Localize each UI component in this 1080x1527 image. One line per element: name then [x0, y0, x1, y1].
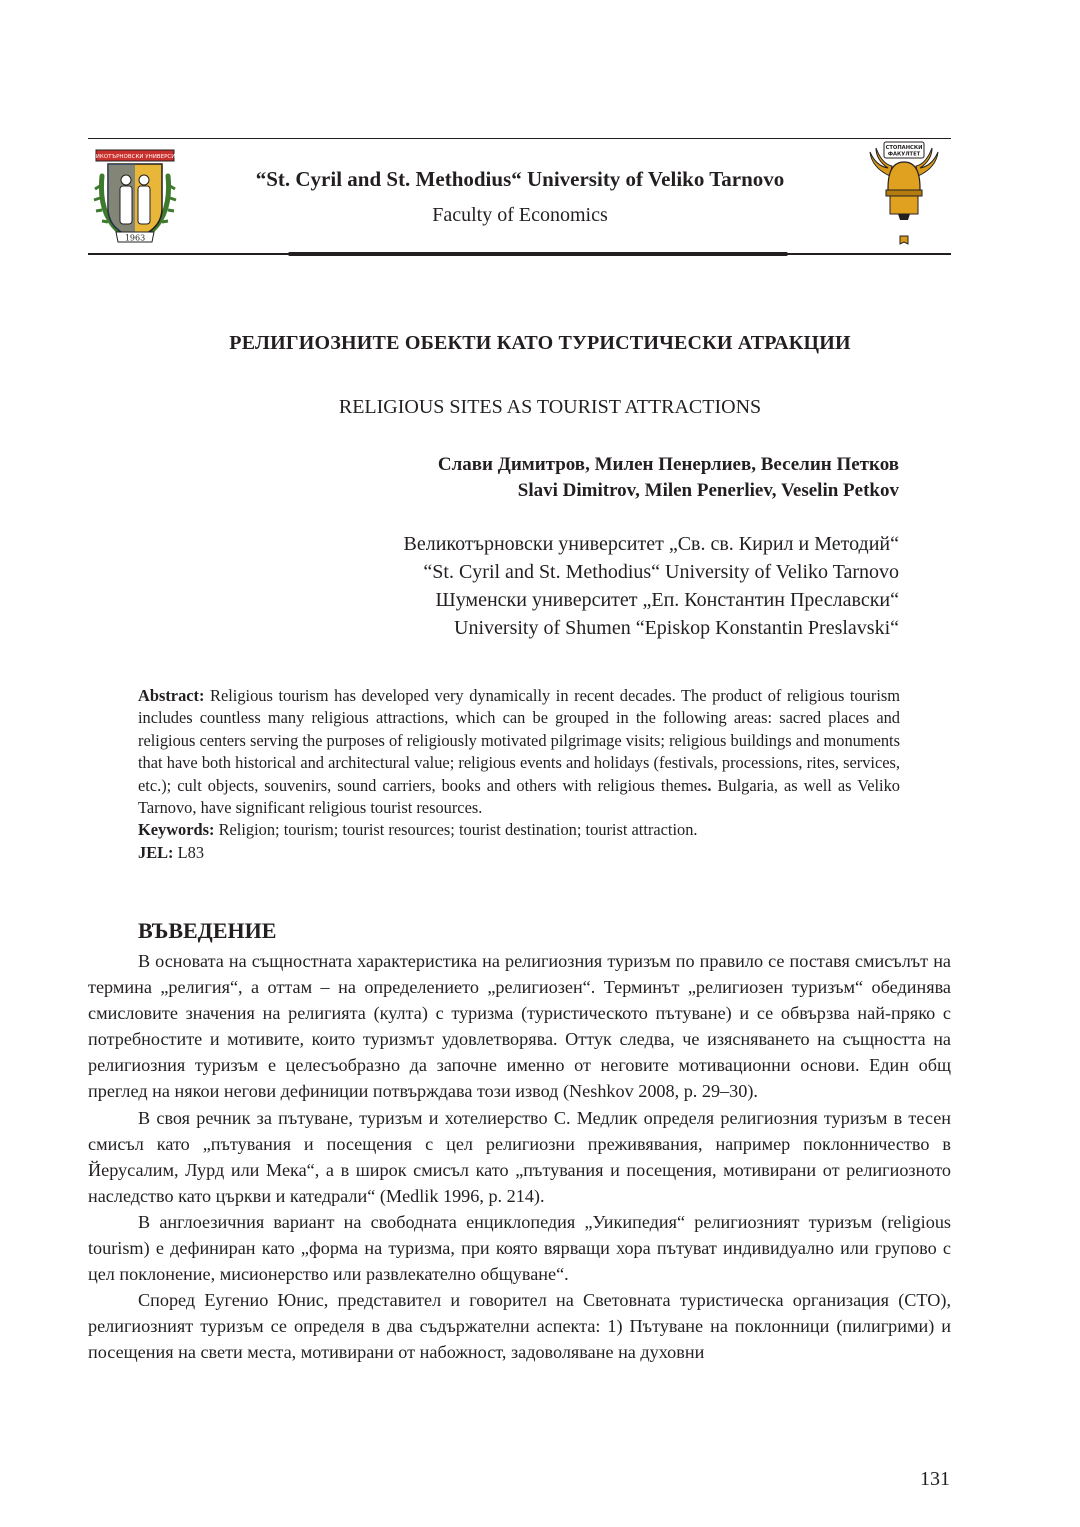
section-heading-introduction: ВЪВЕДЕНИЕ [138, 918, 277, 943]
affiliation-line: University of Shumen “Episkop Konstantin Preslavski“ [454, 617, 899, 639]
paragraph: В основата на същностната характеристика на религиозния туризъм по правило се поставя смисълът на термина „религия“, а оттам – на определението „религиозен“. Терминът „религиозен туризъм“ обединява смисловите значения на религията (култа) с туризма (туристическото пътуване) и се обвързва най-пряко с потребностите и мотивите, които туризмът удовлетворява. Оттук следва, че изясняването на същността на религиозния туризъм е целесъобразно да започне именно от неговите мотивационни основи. Един общ преглед на някои негови дефиниции потвърждава този извод (Neshkov 2008, p. 29–30). [88, 951, 951, 1102]
header-bottom-rule [88, 253, 951, 255]
university-name: “St. Cyril and St. Methodius“ University of Veliko Tarnovo [255, 167, 785, 191]
article-title-bulgarian: РЕЛИГИОЗНИТЕ ОБЕКТИ КАТО ТУРИСТИЧЕСКИ АТРАКЦИИ [229, 332, 851, 354]
jel-line: JEL: L83 [138, 842, 205, 862]
svg-text:1963: 1963 [124, 233, 146, 243]
svg-text:СТОПАНСКИ: СТОПАНСКИ [885, 145, 923, 151]
keywords-label: Keywords: [138, 820, 215, 840]
svg-text:ВЕЛИКОТЪРНОВСКИ УНИВЕРСИТЕТ: ВЕЛИКОТЪРНОВСКИ УНИВЕРСИТЕТ [84, 154, 186, 160]
jel-label: JEL: [138, 842, 174, 862]
faculty-name: Faculty of Economics [432, 204, 608, 226]
affiliation-line: “St. Cyril and St. Methodius“ University of Veliko Tarnovo [423, 561, 899, 583]
abstract-text: Abstract: Religious tourism has developed very dynamically in recent decades. The product of religious tourism includes countless many religious attractions, which can be grouped in the following areas: sacred places and religious centers serving the purposes of religiously motivated pilgrimage visits; religious buildings and monuments that have both historical and architectural value; religious events and holidays (festivals, processions, rites, services, etc.); cult objects, souvenirs, sound carriers, books and others with religious themes. Bulgaria, as well as Veliko Tarnovo, have significant religious tourist resources. [138, 686, 900, 818]
helmet-wings-emblem-icon [868, 140, 940, 248]
university-seal-icon [84, 146, 186, 246]
affiliation-line: Великотърновски университет „Св. св. Кирил и Методий“ [403, 533, 899, 555]
paragraph: В англоезичния вариант на свободната енциклопедия „Уикипедия“ религиозният туризъм (religious tourism) е дефиниран като „форма на туризма, при която вярващи хора пътуват индивидуално или групово с цел поклонение, мисионерство или развлекателно общуване“. [88, 1211, 951, 1285]
abstract-label: Abstract: [138, 686, 205, 705]
authors-bulgarian: Слави Димитров, Милен Пенерлиев, Веселин Петков [437, 454, 899, 475]
authors-english: Slavi Dimitrov, Milen Penerliev, Veselin Petkov [517, 480, 899, 501]
authors-block [438, 452, 899, 504]
body-text [88, 948, 951, 1366]
abstract-block [138, 685, 900, 864]
header-top-rule [88, 138, 951, 139]
svg-text:ФАКУЛТЕТ: ФАКУЛТЕТ [887, 151, 921, 158]
article-title-english: RELIGIOUS SITES AS TOURIST ATTRACTIONS [338, 396, 762, 418]
affiliations-block [404, 530, 899, 642]
affiliation-line: Шуменски университет „Еп. Константин Преславски“ [435, 589, 899, 611]
paragraph: Според Еугенио Юнис, представител и говорител на Световната туристическа организация (СТО), религиозният туризъм се определя в два съдържателни аспекта: 1) Пътуване на поклонници (пилигрими) и посещения на свети места, мотивирани от набожност, задоволяване на духовни [88, 1290, 951, 1363]
keywords-line: Keywords: Religion; tourism; tourist resources; tourist destination; tourist attraction. [138, 820, 698, 840]
page-number: 131 [920, 1468, 950, 1490]
paragraph: В своя речник за пътуване, туризъм и хотелиерство С. Медлик определя религиозния туризъм в тесен смисъл като „пътувания и посещения с цел религиозни преживявания, например поклонничество в Йерусалим, Лурд или Мека“, а в широк смисъл като „пътувания и посещения, мотивирани от религиозното наследство като църкви и катедрали“ (Medlik 1996, p. 214). [88, 1107, 951, 1206]
